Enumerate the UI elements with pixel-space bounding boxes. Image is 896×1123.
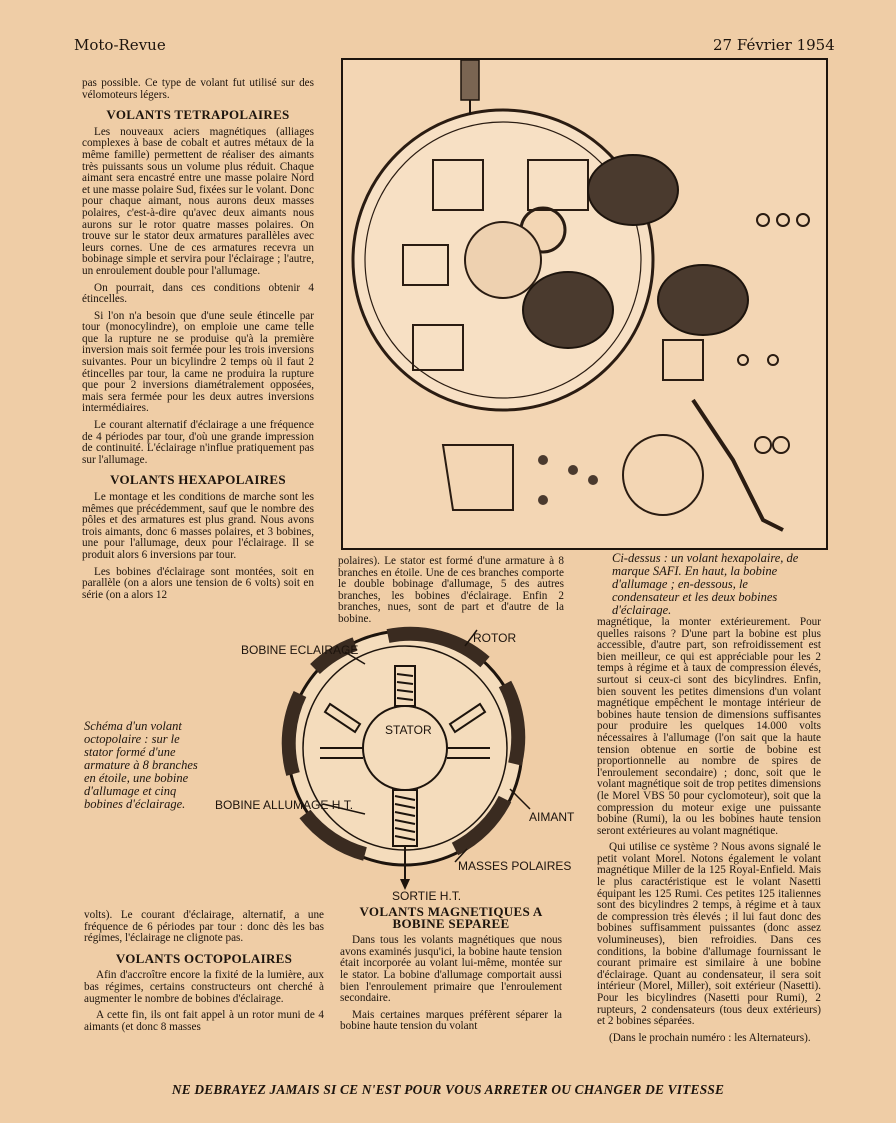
photo-hexapolar-flywheel [343, 60, 826, 548]
column-bottom-middle [340, 906, 562, 1038]
paragraph: magnétique, la monter extérieurement. Pour quelles raisons ? D'une part la bobine est plus accessible, d'autre part, son refroidissement est bien meilleur, ce qui est appréciable pour les 2 temps à régime et à taux de compression élevés, surtout si ceux-ci sont des bicylindres. Enfin, bien souvent les petites dimensions d'un volant magnétique empêchent le montage intérieur de bobines haute tension de dimensions suffisantes pour produire les quelques 14.000 volts nécessaires à l'allumage (l'on sait que la haute tension obtenue en sortie de bobine est proportionnelle au nombre de spires de l'enroulement secondaire) ; donc, soit que le volant magnétique soit de trop petites dimensions (le Morel VBS 50 pour cyclomoteur), soit que la compression du moteur exige une puissante bobine (Rumi), la ou les bobines haute tension seront extérieures au volant magnétique. [597, 616, 821, 837]
heading-hexapolaires: VOLANTS HEXAPOLAIRES [110, 472, 286, 488]
paragraph: Le courant alternatif d'éclairage a une fréquence de 4 périodes par tour, d'où une grande impression de continuité. L'éclairage n'influe pratiquement pas sur l'allumage. [82, 419, 314, 466]
paragraph: volts). Le courant d'éclairage, alternatif, a une fréquence de 6 périodes par tour : donc dès les bas régimes, l'éclairage ne clignote pas. [84, 909, 324, 945]
label-rotor: ROTOR [473, 631, 517, 645]
column-left [82, 78, 314, 606]
paragraph: Les nouveaux aciers magnétiques (alliages complexes à base de cobalt et autres métaux de la même famille) permettent de réaliser des aimants très puissants sous un volume plus réduit. Chaque aimant sera encastré entre une masse polaire Nord et une masse polaire Sud, fixées sur le volant. Donc pour chaque aimant, nous aurons deux masses polaires, c'est-à-dire qu'avec deux aimants nous aurons sur le rotor quatre masses polaires. On trouve sur le stator deux armatures parallèles avec leurs cornes. Une de ces armatures recevra un bobinage simple et servira pour l'éclairage ; l'autre, un enroulement double pour l'allumage. [82, 125, 314, 277]
heading-octopolaires: VOLANTS OCTOPOLAIRES [115, 950, 293, 966]
paragraph: Les bobines d'éclairage sont montées, soit en parallèle (on a alors une tension de 6 volts) soit en série (on a alors 12 [82, 565, 314, 601]
intro-paragraph: pas possible. Ce type de volant fut utilisé sur des vélomoteurs légers. [82, 77, 314, 101]
paragraph: Qui utilise ce système ? Nous avons signalé le petit volant Morel. Notons également le volant magnétique Miller de la 125 Royal-Enfield. Mais le plus caractéristique est le volant Nasetti équipant les 125 Rumi. Ces petites 125 italiennes sont des bicylindres 2 temps, à régime et à taux de compression très élevés ; il lui faut donc des bobines suffisamment puissantes (donc assez volumineuses), bien refroidies. Dans ces conditions, la bobine d'allumage fournissant le courant primaire est similaire à une bobine d'éclairage. Quant au condensateur, il sera soit intérieur (Morel, Miller), soit extérieur (Nasetti). Pour les bicylindres (Nasetti pour Rumi), 2 rupteurs, 2 condensateurs (tous deux extérieurs) et 2 bobines séparées. [597, 841, 821, 1028]
paragraph: A cette fin, ils ont fait appel à un rotor muni de 4 aimants (et donc 8 masses [84, 1009, 324, 1033]
paragraph: Mais certaines marques préfèrent séparer la bobine haute tension du volant [340, 1008, 562, 1033]
issue-date: 27 Février 1954 [713, 36, 835, 54]
photo-frame [341, 58, 828, 550]
paragraph: (Dans le prochain numéro : les Alternateurs). [609, 1031, 811, 1044]
column-right [597, 617, 821, 1049]
heading-bobine-separee: VOLANTS MAGNETIQUES A BOBINE SEPAREE [359, 904, 543, 931]
photo-caption: Ci-dessus : un volant hexapolaire, de marque SAFI. En haut, la bobine d'allumage ; en-dessous, le condensateur et les deux bobines d'éclairage. [612, 551, 799, 617]
paragraph: Si l'on n'a besoin que d'une seule étincelle par tour (monocylindre), on emploie une came telle que la rupture ne se produise qu'à la première inversion mais soit fermée pour les trois inversions suivantes. Pour un bicylindre 2 temps où il faut 2 étincelles par tour, la came ne produira la rupture que pour 2 inversions diamétralement opposées, mais sera fermée pour les deux autres inversions intermédiaires. [82, 309, 314, 415]
label-bobine-eclairage: BOBINE ECLAIRAGE [241, 643, 359, 657]
label-stator: STATOR [385, 723, 432, 737]
paragraph: Le montage et les conditions de marche sont les mêmes que précédemment, sauf que le nombre des pôles et des armatures est plus grand. Nous avons trois aimants, donc 6 masses polaires, et 3 bobines, une pour l'allumage, deux pour l'éclairage. Il se produit alors 6 inversions par tour. [82, 491, 314, 561]
paragraph: polaires). Le stator est formé d'une armature à 8 branches en étoile. Une de ces branches comporte le double bobinage d'allumage, 5 des autres branches, les bobines d'éclairage. Enfin 2 branches, nues, sont de part et d'autre de la bobine. [338, 555, 564, 625]
label-bobine-allumage: BOBINE ALLUMAGE H.T. [215, 798, 354, 812]
column-bottom-left [84, 910, 324, 1038]
diagram-caption: Schéma d'un volant octopolaire : sur le stator formé d'une armature à 8 branches en étoile, une bobine d'allumage et cinq bobines d'éclairage. [84, 719, 198, 811]
footer-slogan: NE DEBRAYEZ JAMAIS SI CE N'EST POUR VOUS ARRETER OU CHANGER DE VITESSE [171, 1082, 725, 1097]
label-sortie-ht: SORTIE H.T. [392, 889, 462, 903]
heading-tetrapolaires: VOLANTS TETRAPOLAIRES [106, 107, 290, 123]
paragraph: Dans tous les volants magnétiques que nous avons examinés jusqu'ici, la bobine haute tension était incorporée au volant lui-même, montée sur le stator. La bobine d'allumage comportait aussi bien l'enroulement primaire que l'enroulement secondaire. [340, 934, 562, 1005]
paragraph: On pourrait, dans ces conditions obtenir 4 étincelles. [82, 281, 314, 306]
label-masses-polaires: MASSES POLAIRES [458, 859, 572, 873]
octopolar-diagram [205, 624, 595, 909]
paragraph: Afin d'accroître encore la fixité de la lumière, aux bas régimes, certains constructeurs ont cherché à augmenter le nombre de bobines d'éclairage. [84, 969, 324, 1005]
label-aimant: AIMANT [529, 810, 575, 824]
magazine-name: Moto-Revue [74, 36, 166, 54]
column-middle-top [338, 556, 564, 631]
